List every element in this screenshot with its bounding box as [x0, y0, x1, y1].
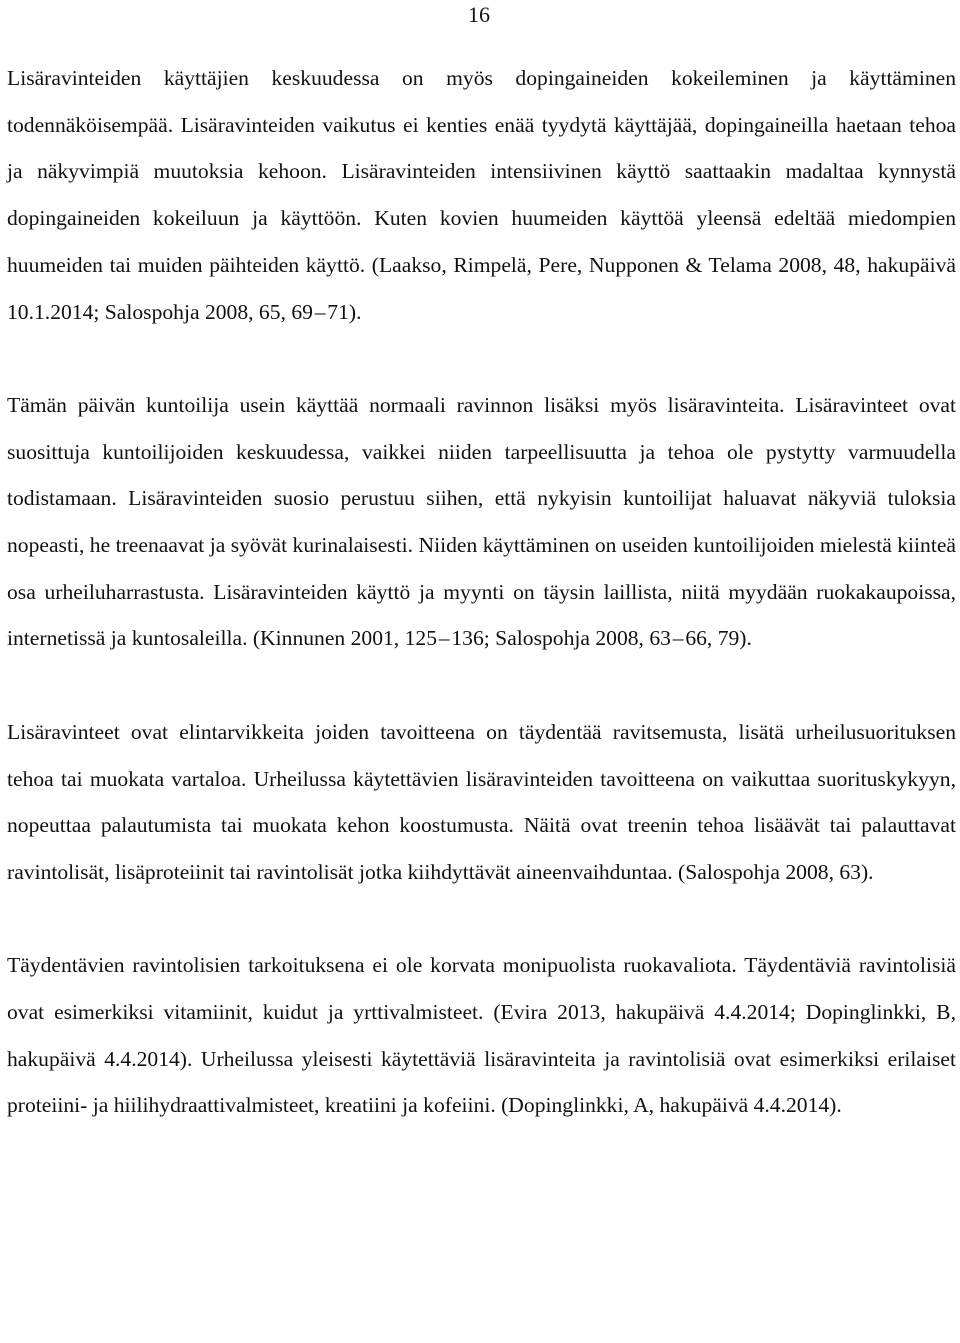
- paragraph-complementary-supplements: Täydentävien ravintolisien tarkoituksena ei ole korvata monipuolista ruokavaliota. Täydentäviä ravintolisiä ovat esimerkiksi vitamiinit, kuidut ja yrttivalmisteet. (Evira 2013, hakupäivä 4.4.2014; Dopinglinkki, B, hakupäivä 4.4.2014). Urheilussa yleisesti käytettäviä lisäravinteita ja ravintolisiä ovat esimerkiksi erilaiset proteiini- ja hiilihydraattivalmisteet, kreatiini ja kofeiini. (Dopinglinkki, A, hakupäivä 4.4.2014).: [7, 953, 956, 1118]
- document-body: [7, 55, 956, 1129]
- page-number: 16: [468, 2, 490, 27]
- paragraph-supplement-definition: Lisäravinteet ovat elintarvikkeita joiden tavoitteena on täydentää ravitsemusta, lisätä urheilusuorituksen tehoa tai muokata vartaloa. Urheilussa käytettävien lisäravinteiden tavoitteena on vaikuttaa suorituskykyyn, nopeuttaa palautumista tai muokata kehon koostumusta. Näitä ovat treenin tehoa lisäävät tai palauttavat ravintolisät, lisäproteiinit tai ravintolisät jotka kiihdyttävät aineenvaihduntaa. (Salospohja 2008, 63).: [7, 719, 956, 884]
- paragraph-fitness-enthusiasts: Tämän päivän kuntoilija usein käyttää normaali ravinnon lisäksi myös lisäravinteita. Lisäravinteet ovat suosittuja kuntoilijoiden keskuudessa, vaikkei niiden tarpeellisuutta ja tehoa ole pystytty varmuudella todistamaan. Lisäravinteiden suosio perustuu siihen, että nykyisin kuntoilijat haluavat näkyviä tuloksia nopeasti, he treenaavat ja syövät kurinalaisesti. Niiden käyttäminen on useiden kuntoilijoiden mielestä kiinteä osa urheiluharrastusta. Lisäravinteiden käyttö ja myynti on täysin laillista, niitä myydään ruokakaupoissa, internetissä ja kuntosaleilla. (Kinnunen 2001, 125 – 136; Salospohja 2008, 63 – 66, 79).: [7, 392, 956, 651]
- paragraph-supplements-and-doping: Lisäravinteiden käyttäjien keskuudessa on myös dopingaineiden kokeileminen ja käyttäminen todennäköisempää. Lisäravinteiden vaikutus ei kenties enää tyydytä käyttäjää, dopingaineilla haetaan tehoa ja näkyvimpiä muutoksia kehoon. Lisäravinteiden intensiivinen käyttö saattaakin madaltaa kynnystä dopingaineiden kokeiluun ja käyttöön. Kuten kovien huumeiden käyttöä yleensä edeltää miedompien huumeiden tai muiden päihteiden käyttö. (Laakso, Rimpelä, Pere, Nupponen & Telama 2008, 48, hakupäivä 10.1.2014; Salospohja 2008, 65, 69 – 71).: [7, 66, 956, 324]
